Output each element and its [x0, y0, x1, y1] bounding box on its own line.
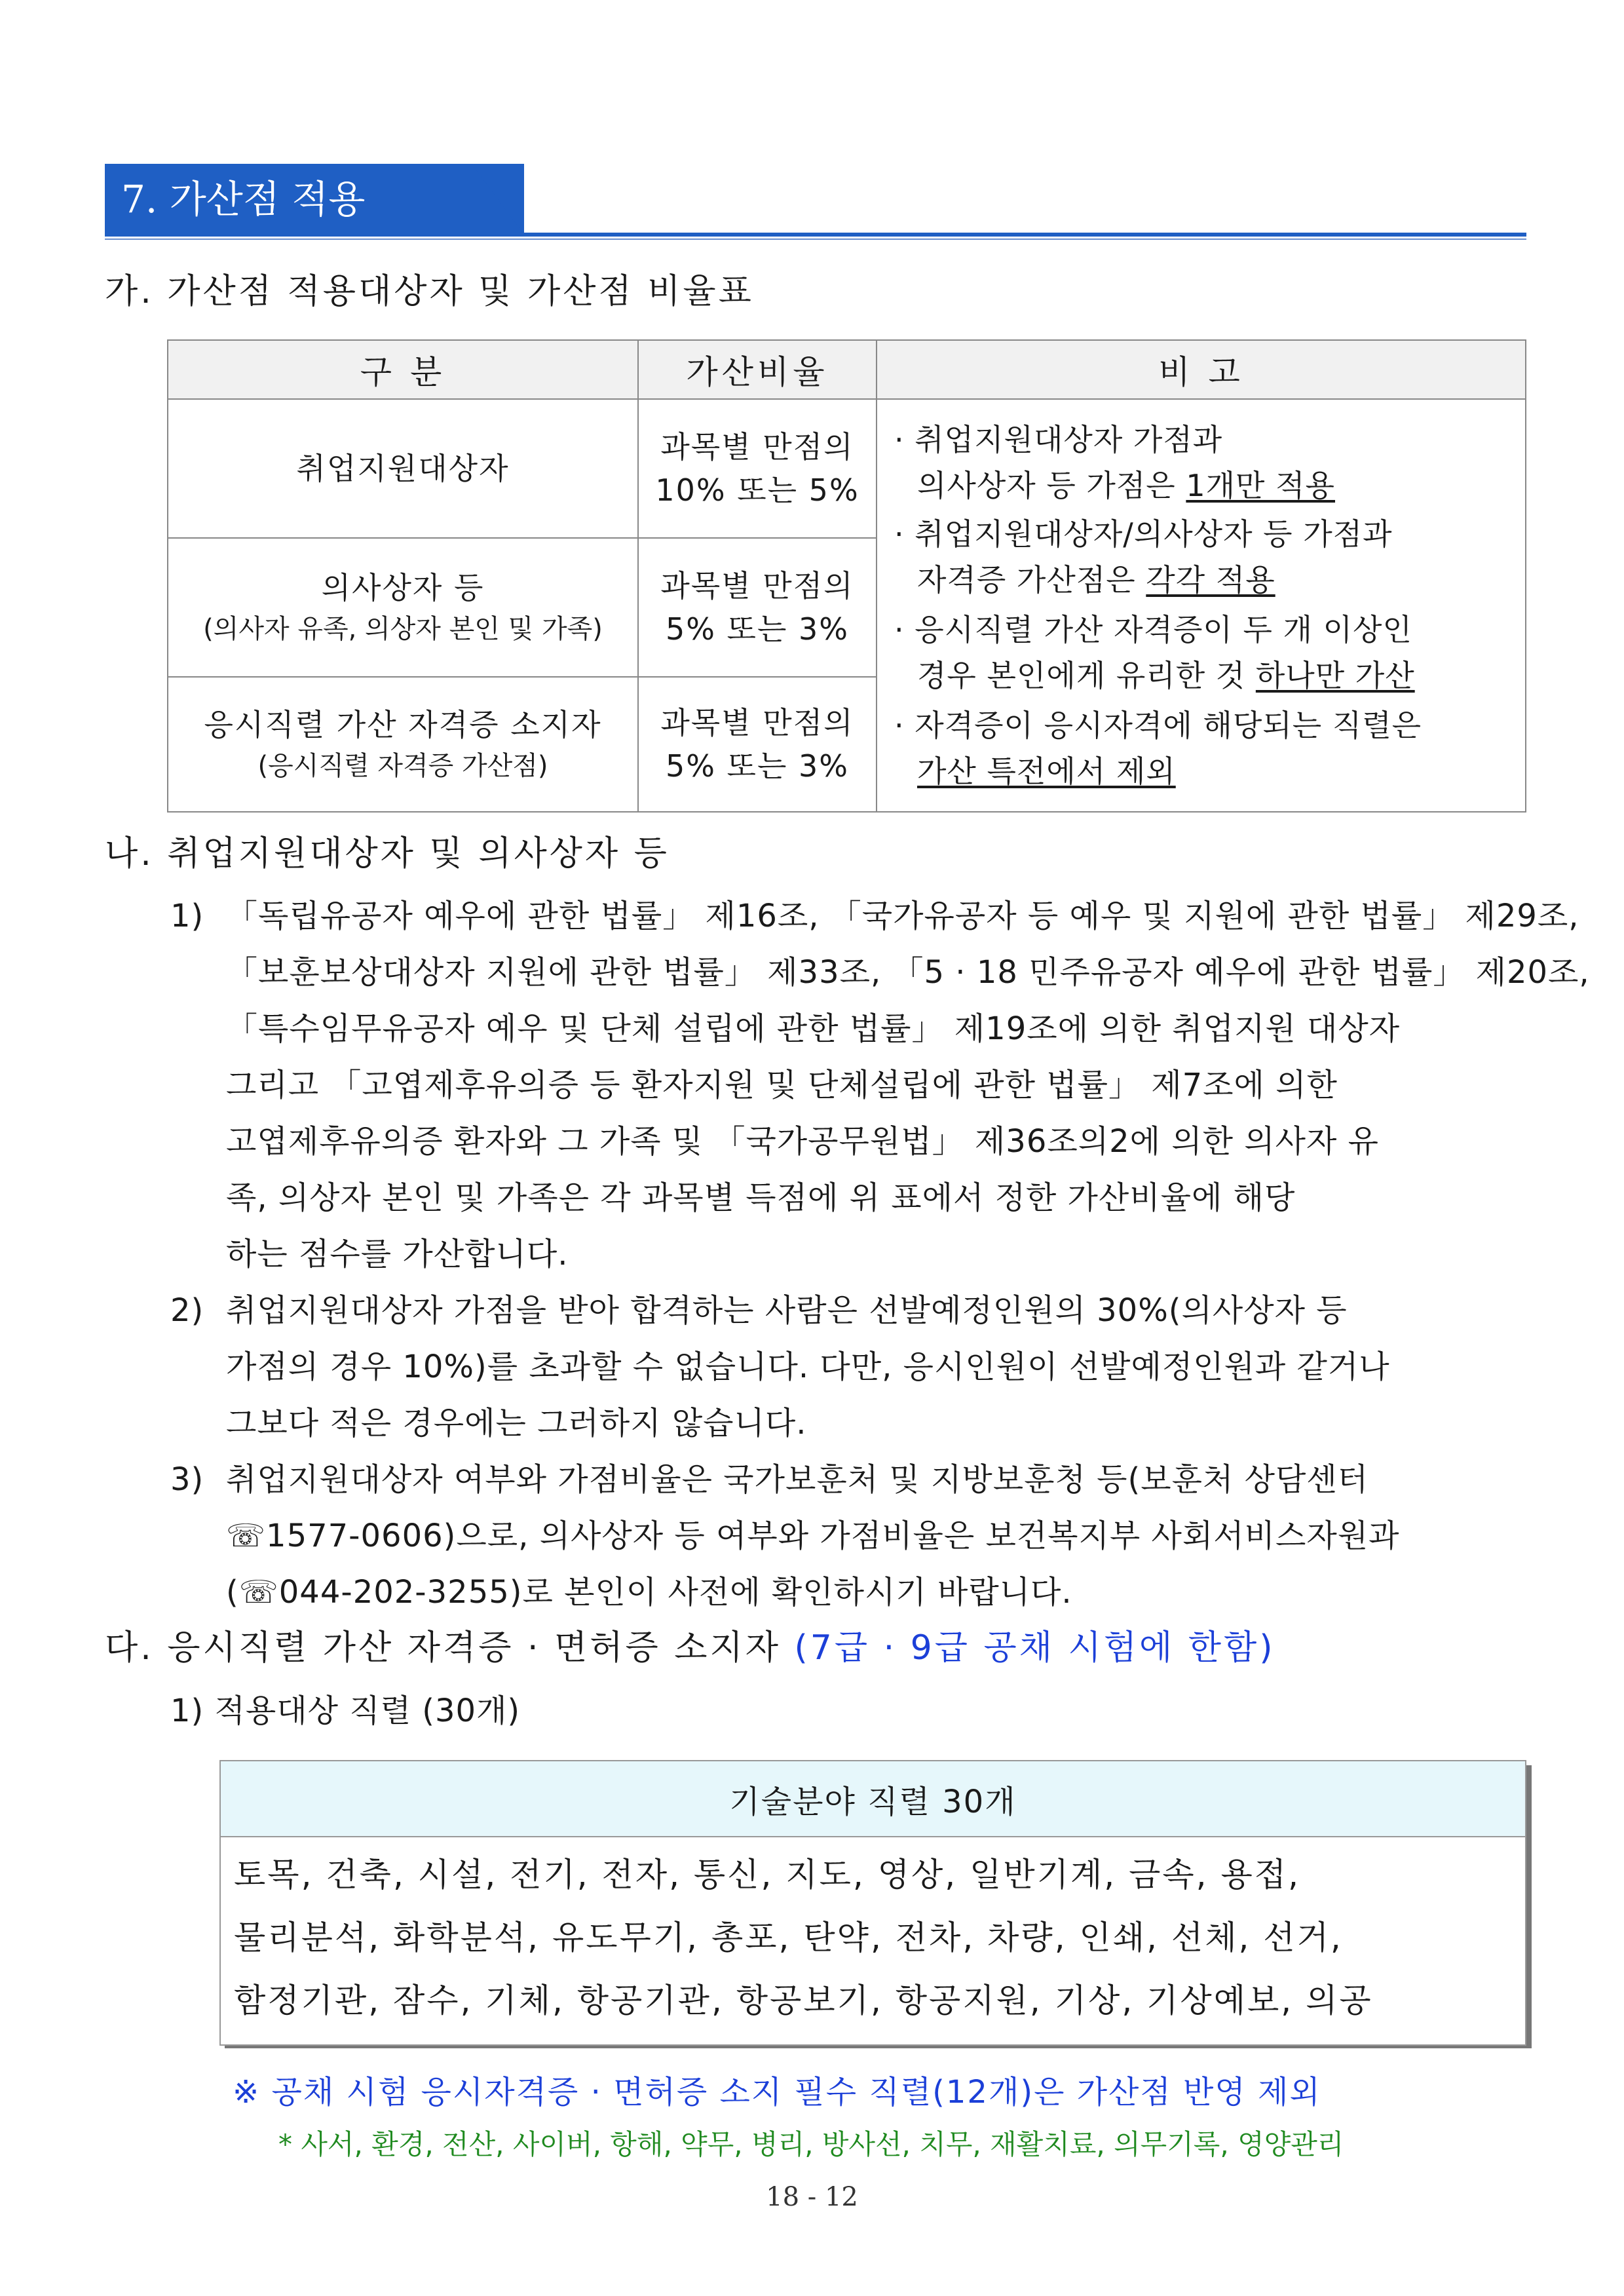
paragraph-line: 가점의 경우 10%)를 초과할 수 없습니다. 다만, 응시인원이 선발예정인원과 같거나 [226, 1349, 1390, 1385]
paragraph-line: 「독립유공자 예우에 관한 법률」 제16조, 「국가유공자 등 예우 및 지원에 관한 법률」 제29조, [226, 898, 1579, 934]
list-item-number: 1) [170, 898, 204, 934]
row-ratio [637, 537, 877, 678]
paragraph-line: (☏044-202-3255)로 본인이 사전에 확인하시기 바랍니다. [226, 1574, 1072, 1611]
list-item-number: 2) [170, 1292, 204, 1329]
row-category-sub: (의사자 유족, 의상자 본인 및 가족) [203, 614, 603, 644]
section-header-rule-thin [105, 239, 1526, 240]
ratio-line: 과목별 만점의 [660, 705, 854, 740]
subsection-b-title: 나. 취업지원대상자 및 의사상자 등 [105, 834, 670, 873]
ratio-value: 5% 또는 3% [665, 611, 850, 647]
row-category: 응시직렬 가산 자격증 소지자 [204, 707, 602, 742]
ratio-value: 5% 또는 3% [665, 748, 850, 784]
table-header-category: 구 분 [167, 339, 639, 400]
remark-line: 의사상자 등 가점은 1개만 적용 [917, 468, 1335, 503]
list-item: 1) 적용대상 직렬 (30개) [170, 1693, 521, 1729]
occupation-table-body [219, 1836, 1526, 2046]
occupation-line: 함정기관, 잠수, 기체, 항공기관, 항공보기, 항공지원, 기상, 기상예보, 의공 [234, 1981, 1373, 2019]
row-category: 취업지원대상자 [296, 451, 510, 486]
exclusion-remark: ※ 공채 시험 응시자격증 · 면허증 소지 필수 직렬(12개)은 가산점 반영 제외 [233, 2074, 1321, 2111]
remark-line: · 취업지원대상자 가점과 [894, 422, 1223, 457]
row-ratio [637, 676, 877, 813]
paragraph-line: 그리고 「고엽제후유의증 등 환자지원 및 단체설립에 관한 법률」 제7조에 의한 [226, 1067, 1338, 1103]
table-header-remarks: 비 고 [876, 339, 1526, 400]
paragraph-line: 그보다 적은 경우에는 그러하지 않습니다. [226, 1405, 807, 1442]
paragraph-line: 하는 점수를 가산합니다. [226, 1236, 569, 1272]
remark-line: · 자격증이 응시자격에 해당되는 직렬은 [894, 708, 1422, 743]
remark-line: 가산 특전에서 제외 [917, 754, 1176, 789]
list-item-number: 3) [170, 1461, 204, 1498]
exclusion-list: * 사서, 환경, 전산, 사이버, 항해, 약무, 병리, 방사선, 치무, 재활치료, 의무기록, 영양관리 [278, 2128, 1344, 2160]
remark-line: · 취업지원대상자/의사상자 등 가점과 [894, 516, 1393, 552]
row-category: 의사상자 등 [321, 570, 485, 605]
row-category-sub: (응시직렬 자격증 가산점) [257, 751, 548, 781]
section-header-tab-slant [459, 164, 531, 235]
paragraph-line: 족, 의상자 본인 및 가족은 각 과목별 득점에 위 표에서 정한 가산비율에 해당 [226, 1179, 1296, 1216]
table-row [167, 537, 639, 678]
subsection-c-title: 다. 응시직렬 가산 자격증 · 면허증 소지자 (7급 · 9급 공채 시험에 한함) [105, 1628, 1275, 1668]
paragraph-line: 「보훈보상대상자 지원에 관한 법률」 제33조, 「5 · 18 민주유공자 예우에 관한 법률」 제20조, [226, 954, 1590, 991]
paragraph-line: 취업지원대상자 여부와 가점비율은 국가보훈처 및 지방보훈청 등(보훈처 상담센터 [226, 1461, 1369, 1498]
row-ratio [637, 398, 877, 539]
occupation-table-header: 기술분야 직렬 30개 [219, 1760, 1526, 1836]
table-row [167, 398, 639, 539]
subsection-c-scope-note: (7급 · 9급 공채 시험에 한함) [794, 1628, 1275, 1668]
section-header-rule [105, 233, 1526, 237]
subsection-a-title: 가. 가산점 적용대상자 및 가산점 비율표 [105, 272, 754, 311]
ratio-line: 과목별 만점의 [660, 568, 854, 603]
remark-line: 자격증 가산점은 각각 적용 [917, 562, 1275, 598]
occupation-line: 물리분석, 화학분석, 유도무기, 총포, 탄약, 전차, 차량, 인쇄, 선체, 선거, [234, 1919, 1343, 1957]
occupation-line: 토목, 건축, 시설, 전기, 전자, 통신, 지도, 영상, 일반기계, 금속, 용접, [234, 1856, 1300, 1894]
ratio-line: 과목별 만점의 [660, 429, 854, 465]
paragraph-line: ☏1577-0606)으로, 의사상자 등 여부와 가점비율은 보건복지부 사회서비스자원과 [226, 1518, 1400, 1554]
paragraph-line: 「특수임무유공자 예우 및 단체 설립에 관한 법률」 제19조에 의한 취업지원 대상자 [226, 1010, 1401, 1047]
section-title: 7. 가산점 적용 [121, 177, 366, 221]
table-row [167, 676, 639, 813]
remark-line: · 응시직렬 가산 자격증이 두 개 이상인 [894, 612, 1412, 647]
ratio-value: 10% 또는 5% [655, 472, 859, 508]
remark-line: 경우 본인에게 유리한 것 하나만 가산 [917, 658, 1415, 693]
page-number: 18 - 12 [766, 2182, 858, 2212]
paragraph-line: 고엽제후유의증 환자와 그 가족 및 「국가공무원법」 제36조의2에 의한 의사자 유 [226, 1123, 1379, 1160]
paragraph-line: 취업지원대상자 가점을 받아 합격하는 사람은 선발예정인원의 30%(의사상자 등 [226, 1292, 1348, 1329]
table-shadow [1526, 1765, 1532, 2048]
table-header-ratio: 가산비율 [637, 339, 877, 400]
